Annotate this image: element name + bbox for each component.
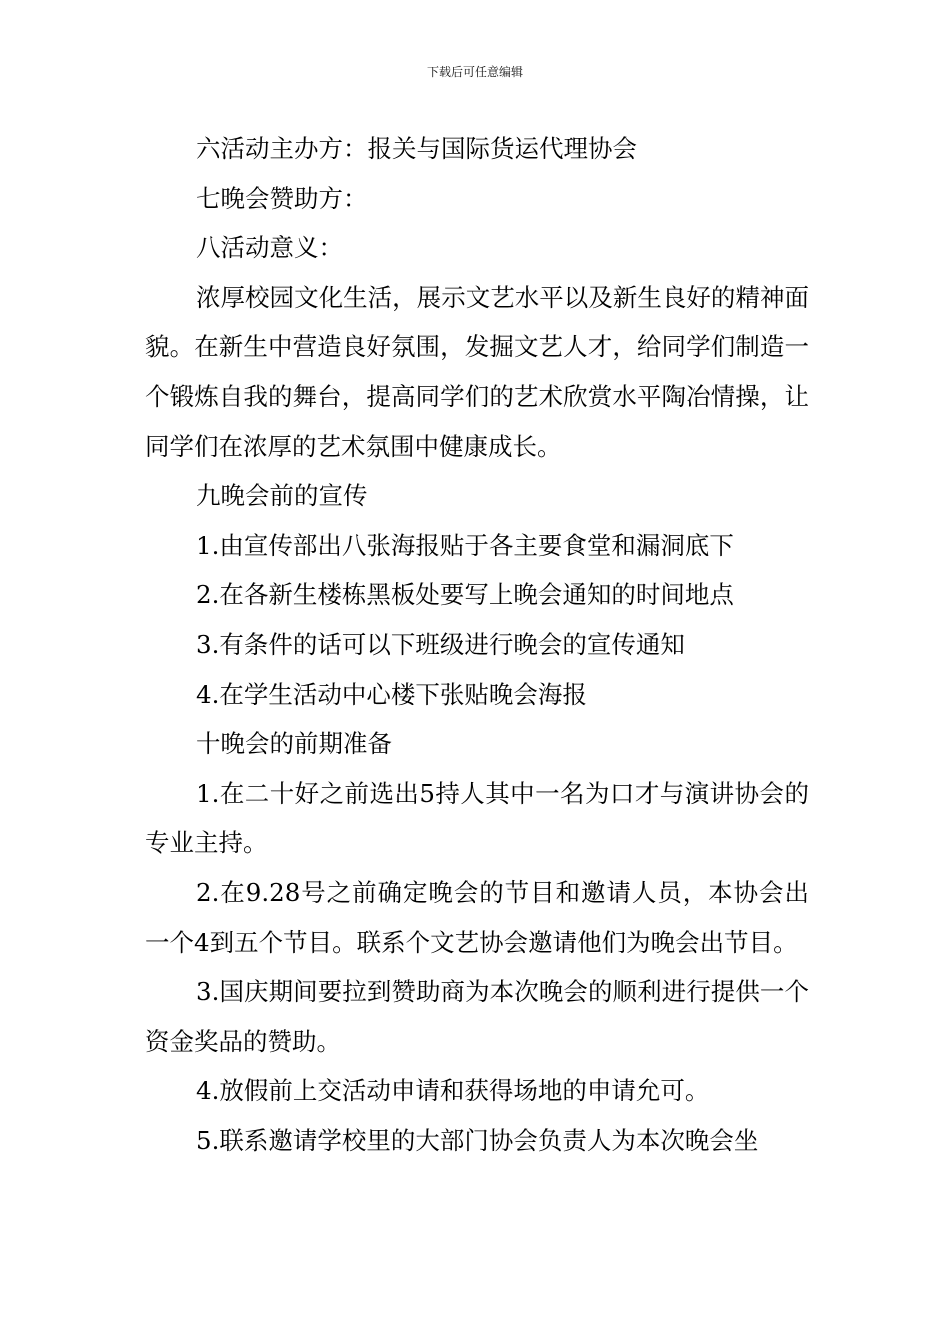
paragraph-publicity-heading: 九晚会前的宣传 xyxy=(196,481,368,511)
list-item: 4.放假前上交活动申请和获得场地的申请允可。 xyxy=(196,1076,710,1106)
paragraph-significance-heading: 八活动意义： xyxy=(196,233,343,263)
list-item: 4.在学生活动中心楼下张贴晚会海报 xyxy=(196,679,587,709)
page-header: 下载后可任意编辑 xyxy=(426,65,523,79)
list-item: 1.在二十好之前选出5持人其中一名为口才与演讲协会的专业主持。 xyxy=(145,778,809,858)
paragraph-organizer: 六活动主办方：报关与国际货运代理协会 xyxy=(196,134,637,163)
list-item: 3.国庆期间要拉到赞助商为本次晚会的顺利进行提供一个资金奖品的赞助。 xyxy=(145,977,809,1056)
paragraph-sponsor: 七晚会赞助方： xyxy=(196,183,368,213)
list-item: 3.有条件的话可以下班级进行晚会的宣传通知 xyxy=(196,629,685,659)
paragraph-significance-body: 浓厚校园文化生活，展示文艺水平以及新生良好的精神面貌。在新生中营造良好氛围，发掘文艺人才，给同学们制造一个锻炼自我的舞台，提高同学们的艺术欣赏水平陶冶情操，让同学们在浓厚的艺术氛围中健康成长。 xyxy=(145,282,809,461)
list-item: 1.由宣传部出八张海报贴于各主要食堂和漏洞底下 xyxy=(196,530,734,560)
list-item: 5.联系邀请学校里的大部门协会负责人为本次晚会坐 xyxy=(196,1125,759,1155)
list-item: 2.在各新生楼栋黑板处要写上晚会通知的时间地点 xyxy=(196,580,734,610)
document-body xyxy=(145,124,809,1165)
list-item: 2.在9.28号之前确定晚会的节目和邀请人员，本协会出一个4到五个节目。联系个文艺协会邀请他们为晚会出节目。 xyxy=(145,877,809,957)
paragraph-preparation-heading: 十晚会的前期准备 xyxy=(196,729,392,759)
